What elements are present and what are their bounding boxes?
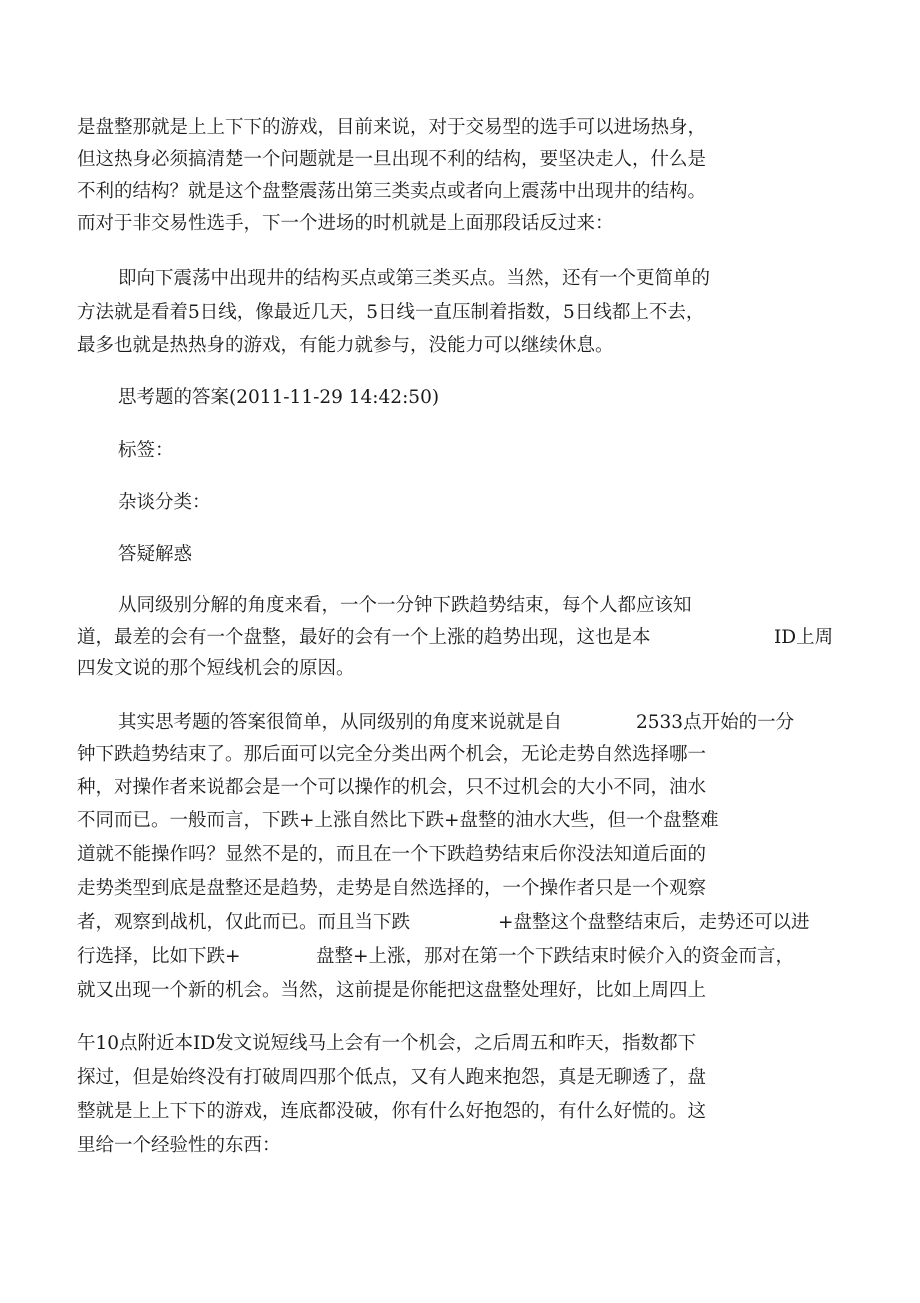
text-line: 不同而已。一般而言，下跌+上涨自然比下跌+盘整的油水大些，但一个盘整难 — [77, 810, 719, 831]
text-line: 四发文说的那个短线机会的原因。 — [77, 658, 355, 679]
text-line: 整就是上上下下的游戏，连底都没破，你有什么好抱怨的，有什么好慌的。这 — [77, 1101, 707, 1122]
text-line: 种，对操作者来说都会是一个可以操作的机会，只不过机会的大小不同，油水 — [77, 777, 707, 798]
text-line: 方法就是看着5日线，像最近几天，5日线一直压制着指数，5日线都上不去， — [77, 302, 705, 323]
text-line: 道就不能操作吗？显然不是的，而且在一个下跌趋势结束后你没法知道后面的 — [77, 844, 707, 865]
post-title: 思考题的答案(2011-11-29 14:42:50) — [118, 387, 440, 408]
text-line: 其实思考题的答案很简单，从同级别的角度来说就是自 — [118, 712, 563, 733]
text-line: 钟下跌趋势结束了。那后面可以完全分类出两个机会，无论走势自然选择哪一 — [77, 744, 707, 765]
text-line: 而对于非交易性选手，下一个进场的时机就是上面那段话反过来： — [77, 213, 614, 234]
text-line: 但这热身必须搞清楚一个问题就是一旦出现不利的结构，要坚决走人，什么是 — [77, 149, 707, 170]
text-line: 从同级别分解的角度来看，一个一分钟下跌趋势结束，每个人都应该知 — [118, 595, 692, 616]
text-line: 走势类型到底是盘整还是趋势，走势是自然选择的，一个操作者只是一个观察 — [77, 878, 707, 899]
text-line: 里给一个经验性的东西： — [77, 1135, 281, 1156]
text-line: 就又出现一个新的机会。当然，这前提是你能把这盘整处理好，比如上周四上 — [77, 980, 707, 1001]
text-line: 道，最差的会有一个盘整，最好的会有一个上涨的趋势出现，这也是本 — [77, 627, 651, 648]
text-line: +盘整这个盘整结束后，走势还可以进 — [498, 912, 810, 933]
text-line: 盘整+上涨，那对在第一个下跌结束时候介入的资金而言， — [316, 946, 795, 967]
text-line: 行选择，比如下跌+ — [77, 946, 241, 967]
text-line: 不利的结构？就是这个盘整震荡出第三类卖点或者向上震荡中出现井的结构。 — [77, 181, 707, 202]
tags-label: 标签： — [118, 440, 174, 461]
text-line: 2533点开始的一分 — [636, 712, 795, 733]
text-line: 探过，但是始终没有打破周四那个低点，又有人跑来抱怨，真是无聊透了，盘 — [77, 1067, 707, 1088]
category-label: 杂谈分类： — [118, 492, 211, 513]
text-line: ID上周 — [774, 627, 834, 648]
text-line: 最多也就是热热身的游戏，有能力就参与，没能力可以继续休息。 — [77, 335, 614, 356]
text-line: 者，观察到战机，仅此而已。而且当下跌 — [77, 912, 411, 933]
category-value: 答疑解惑 — [118, 544, 193, 565]
text-line: 是盘整那就是上上下下的游戏，目前来说，对于交易型的选手可以进场热身， — [77, 117, 707, 138]
text-line: 午10点附近本ID发文说短线马上会有一个机会，之后周五和昨天，指数都下 — [77, 1033, 697, 1054]
text-line: 即向下震荡中出现井的结构买点或第三类买点。当然，还有一个更简单的 — [118, 268, 711, 289]
